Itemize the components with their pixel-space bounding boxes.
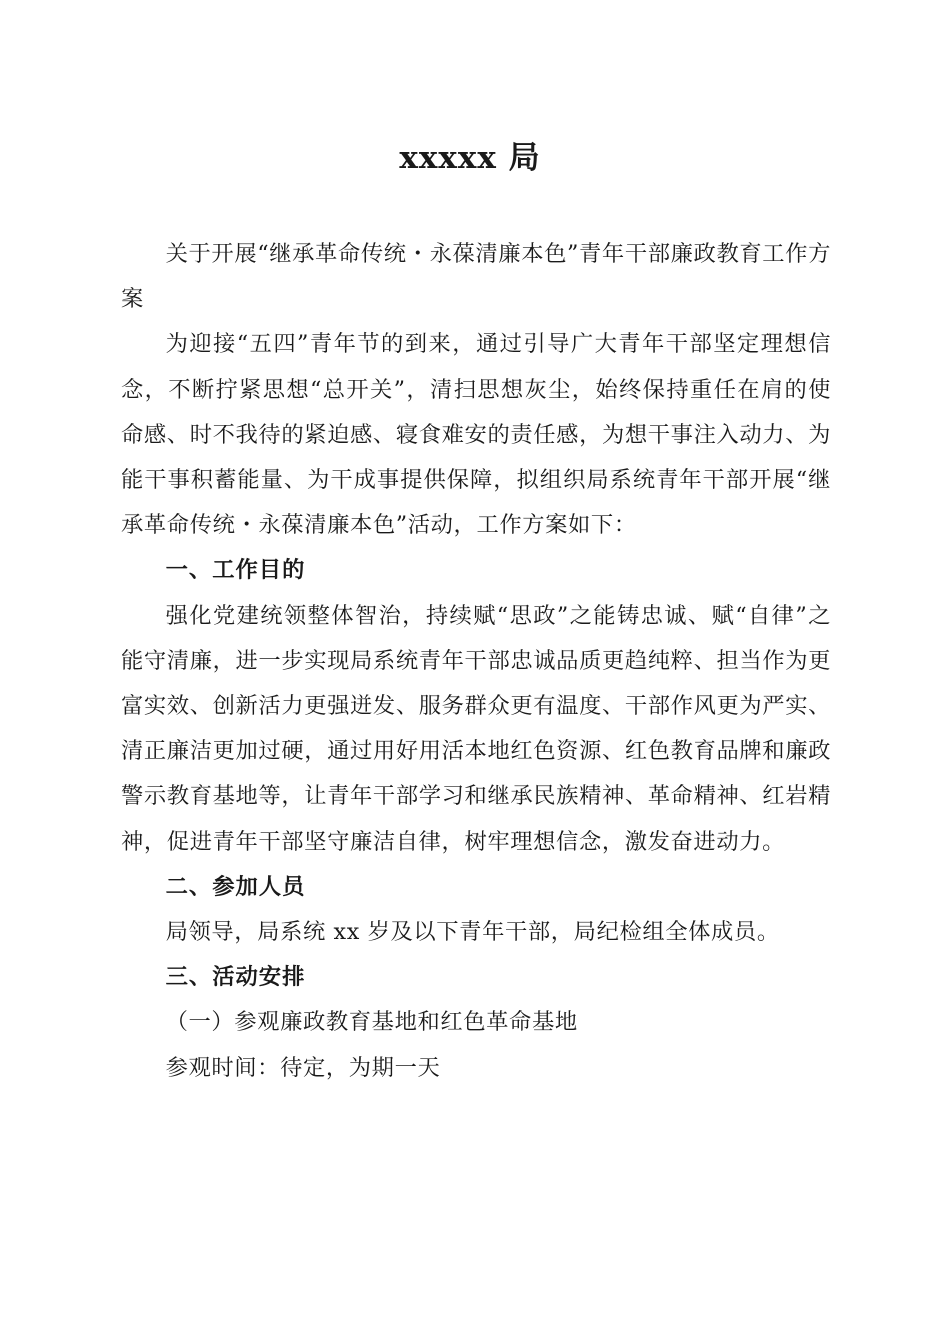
- visit-time-paragraph: 参观时间：待定，为期一天: [165, 1054, 441, 1081]
- document-title: xxxxx 局: [399, 140, 541, 176]
- section-heading-purpose: 一、工作目的: [165, 557, 306, 584]
- participants-paragraph: 局领导，局系统 xx 岁及以下青年干部，局纪检组全体成员。: [165, 919, 780, 946]
- sub-heading-visit: （一）参观廉政教育基地和红色革命基地: [165, 1009, 578, 1036]
- document-body: [121, 232, 831, 1091]
- subject-paragraph: 关于开展“继承革命传统・永葆清廉本色”青年干部廉政教育工作方案: [121, 241, 831, 313]
- section-heading-schedule: 三、活动安排: [165, 964, 306, 991]
- purpose-paragraph: 强化党建统领整体智治，持续赋“思政”之能铸忠诚、赋“自律”之能守清廉，进一步实现局系统青年干部忠诚品质更趋纯粹、担当作为更富实效、创新活力更强迸发、服务群众更有温度、干部作风更为严实、清正廉洁更加过硬，通过用好用活本地红色资源、红色教育品牌和廉政警示教育基地等，让青年干部学习和继承民族精神、革命精神、红岩精神，促进青年干部坚守廉洁自律，树牢理想信念，激发奋进动力。: [121, 602, 831, 855]
- section-heading-participants: 二、参加人员: [165, 873, 306, 900]
- intro-paragraph: 为迎接“五四”青年节的到来，通过引导广大青年干部坚定理想信念，不断拧紧思想“总开关”，清扫思想灰尘，始终保持重任在肩的使命感、时不我待的紧迫感、寝食难安的责任感，为想干事注入动力、为能干事积蓄能量、为干成事提供保障，拟组织局系统青年干部开展“继承革命传统・永葆清廉本色”活动，工作方案如下：: [121, 331, 831, 539]
